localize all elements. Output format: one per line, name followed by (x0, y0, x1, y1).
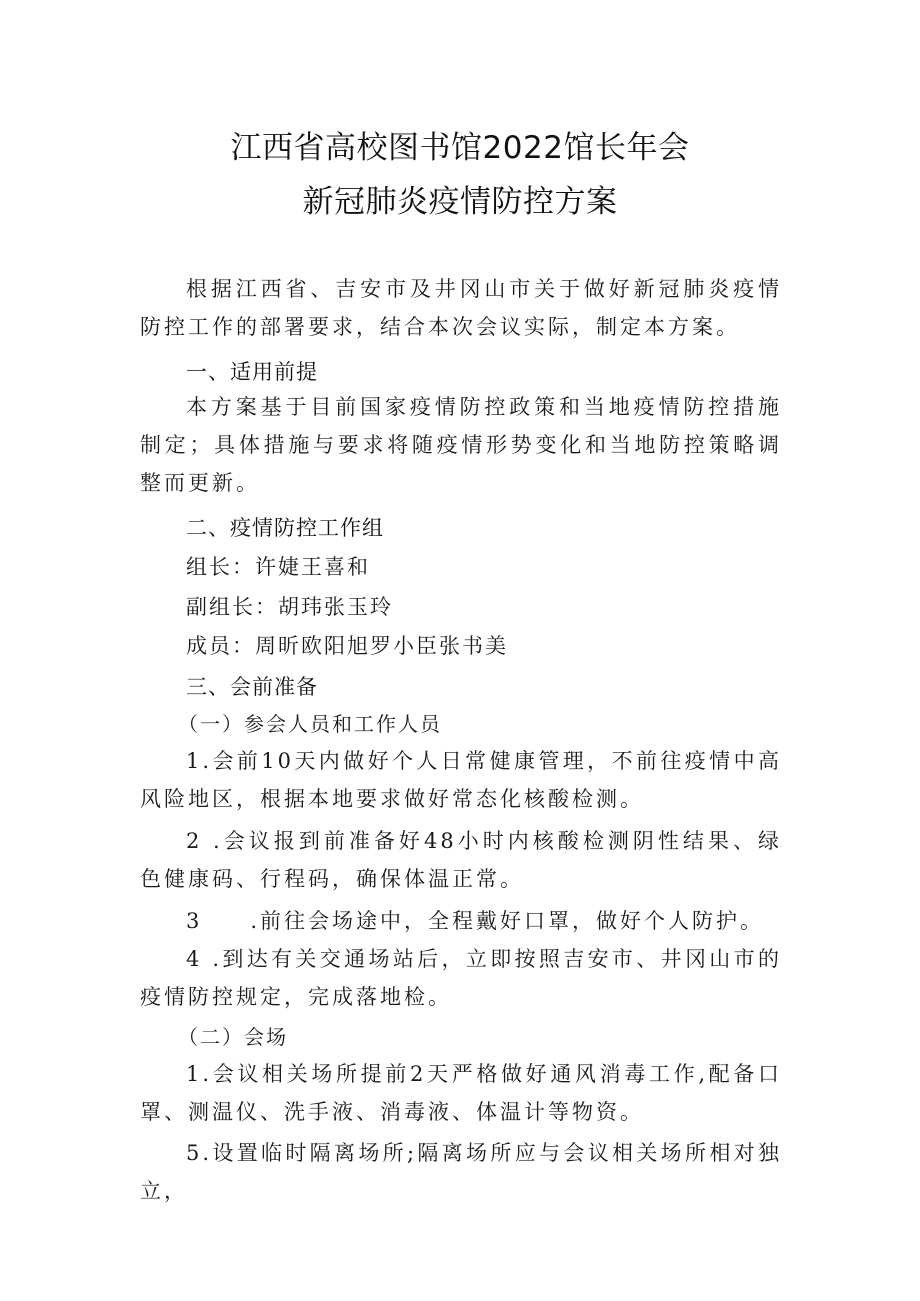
intro-paragraph: 根据江西省、吉安市及井冈山市关于做好新冠肺炎疫情防控工作的部署要求，结合本次会议实际，制定本方案。 (140, 277, 782, 339)
sub2-item1: 1.会议相关场所提前2天严格做好通风消毒工作,配备口罩、测温仪、洗手液、消毒液、体温计等物资。 (140, 1062, 782, 1124)
sub1-item2: 2 .会议报到前准备好48小时内核酸检测阴性结果、绿色健康码、行程码，确保体温正常。 (140, 829, 782, 891)
group-deputy-line: 副组长：胡玮张玉玲 (186, 595, 393, 619)
document-title-line2: 新冠肺炎疫情防控方案 (302, 184, 618, 220)
section1-body: 本方案基于目前国家疫情防控政策和当地疫情防控措施制定；具体措施与要求将随疫情形势变化和当地防控策略调整而更新。 (140, 395, 782, 495)
section2-heading: 二、疫情防控工作组 (186, 516, 384, 540)
document-title-line1: 江西省高校图书馆2022馆长年会 (230, 130, 690, 166)
subsection2-heading: （二）会场 (178, 1025, 288, 1049)
sub1-item1: 1.会前10天内做好个人日常健康管理，不前往疫情中高风险地区，根据本地要求做好常态化核酸检测。 (140, 749, 782, 811)
group-leader-line: 组长：许婕王喜和 (186, 555, 370, 579)
section1-heading: 一、适用前提 (186, 360, 318, 384)
section3-heading: 三、会前准备 (186, 675, 318, 699)
sub1-item4: 4 .到达有关交通场站后，立即按照吉安市、井冈山市的疫情防控规定，完成落地检。 (140, 947, 782, 1009)
sub2-item5: 5.设置临时隔离场所;隔离场所应与会议相关场所相对独立， (140, 1141, 782, 1203)
subsection1-heading: （一）参会人员和工作人员 (178, 712, 442, 736)
sub1-item3: 3 .前往会场途中，全程戴好口罩，做好个人防护。 (186, 909, 765, 933)
group-members-line: 成员：周昕欧阳旭罗小臣张书美 (186, 634, 508, 658)
